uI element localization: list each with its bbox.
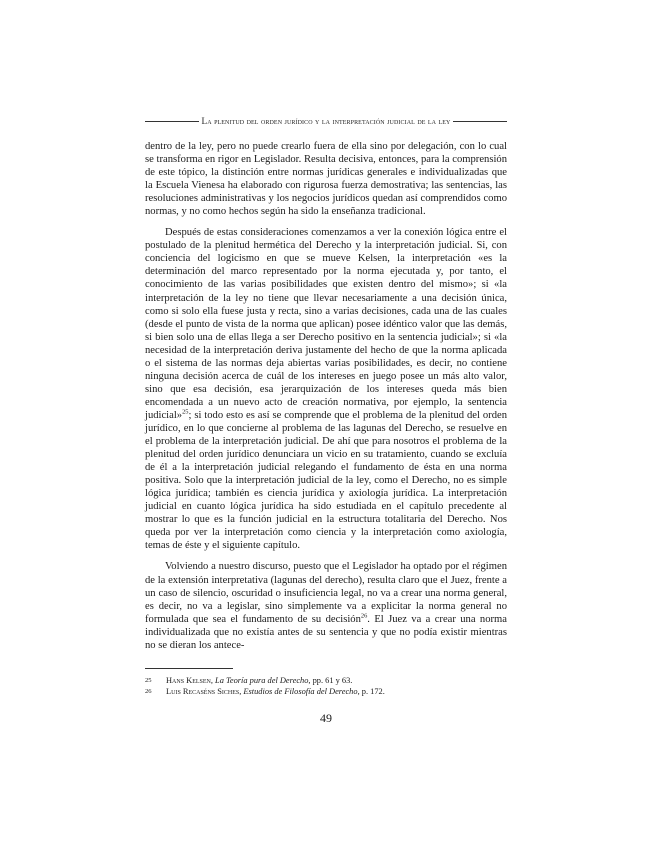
footnote-work: La Teoría pura del Derecho (215, 675, 309, 685)
footnote-reference[interactable]: 25 (182, 408, 189, 416)
running-head (145, 116, 507, 126)
body-text (145, 140, 507, 652)
footnote-item (145, 686, 507, 697)
footnote-author: Hans Kelsen (166, 675, 211, 685)
footnotes (145, 675, 507, 697)
paragraph-3 (145, 560, 507, 651)
page-number: 49 (320, 710, 332, 725)
running-head-title: La plenitud del orden jurídico y la interpretación judicial de la ley (201, 116, 451, 126)
footnote-separator (145, 668, 233, 669)
footnote-text: Luis Recaséns Siches, Estudios de Filosofía del Derecho, p. 172. (166, 686, 385, 696)
footnote-rest: , p. 172. (357, 686, 385, 696)
footnote-number: 26 (145, 687, 152, 695)
running-head-rule-right (453, 121, 507, 122)
paragraph-2 (145, 226, 507, 552)
paragraph-text: . El Juez va a crear una norma individualizada que no existía antes de su sentencia y que no podía existir mientras no se dieran los antece- (145, 613, 507, 651)
footnote-text: Hans Kelsen, La Teoría pura del Derecho, pp. 61 y 63. (166, 675, 353, 685)
paragraph-text: ; si todo esto es así se comprende que el problema de la plenitud del orden jurídico, en lo que concierne al problema de las lagunas del Derecho, se resuelve en el problema de la interpretación judicial. De ahí que para nosotros el problema de la plenitud del orden jurídico denunciara un vicio en su tratamiento, cuando se excluía de él a la interpretación judicial relegando el fundamento de ésta en una norma positiva. Solo que la interpretación judicial de la ley, como el Derecho, no es simple lógica jurídica; también es ciencia jurídica y axiología jurídica. La interpretación judicial en cuanto lógica jurídica ha sido estudiada en el capítulo precedente al mostrar lo que es la función judicial en la estructura totalitaria del Derecho. Nos queda por ver la interpretación como ciencia y la interpretación como axiología, temas de éste y el siguiente capítulo. (145, 409, 507, 552)
footnote-number: 25 (145, 676, 152, 684)
paragraph-1 (145, 140, 507, 218)
paragraph-text: Volviendo a nuestro discurso, puesto que el Legislador ha optado por el régimen de la extensión interpretativa (lagunas del derecho), resulta claro que el Juez, frente a un caso de silencio, oscuridad o insuficiencia legal, no va a crear una norma general, es decir, no va a legislar, sino simplemente va a explicitar la norma general no formulada que sea el fundamento de su decisión (145, 561, 507, 625)
footnote-work: Estudios de Filosofía del Derecho (243, 686, 358, 696)
book-page (145, 116, 507, 726)
footnote-reference[interactable]: 26 (360, 612, 368, 620)
paragraph-text: Después de estas consideraciones comenzamos a ver la conexión lógica entre el postulado de la plenitud hermética del Derecho y la interpretación judicial. Si, con conciencia del logicismo en que se mueve Kelsen, la interpretación «es la determinación del marco representado por la norma ejecutada y, por tanto, el conocimiento de las varias posibilidades que existen dentro del mismo»; si «la interpretación de la ley no tiene que llevar necesariamente a una decisión única, como si solo ella fuese justa y recta, sino a varias decisiones, cada una de las cuales (desde el punto de vista de la norma que aplican) posee idéntico valor que las demás, si bien solo una de ellas llega a ser Derecho positivo en la sentencia judicial»; si «la necesidad de la interpretación deriva justamente del hecho de que la norma aplicada o el sistema de las normas deja abiertas varias posibilidades, es decir, no contiene ninguna decisión acerca de cuál de los intereses en juego posee un más alto valor, sino que esa decisión, esa jerarquización de los intereses queda más bien encomendada a un nuevo acto de creación normativa, por ejemplo, la sentencia judicial» (145, 227, 507, 421)
running-head-rule-left (145, 121, 199, 122)
footnote-author: Luis Recaséns Siches (166, 686, 240, 696)
footnote-rest: , pp. 61 y 63. (308, 675, 353, 685)
footnote-item (145, 675, 507, 686)
paragraph-text: dentro de la ley, pero no puede crearlo fuera de ella sino por delegación, con lo cual se transforma en rigor en Legislador. Resulta decisiva, entonces, para la comprensión de este tópico, la distinción entre normas jurídicas generales e individualizadas que la Escuela Vienesa ha elaborado con rigurosa fuerza demostrativa; las sentencias, las resoluciones administrativas y los negocios jurídicos quedan así comprendidos como normas, y no como hechos según ha sido la enseñanza tradicional. (145, 141, 507, 218)
